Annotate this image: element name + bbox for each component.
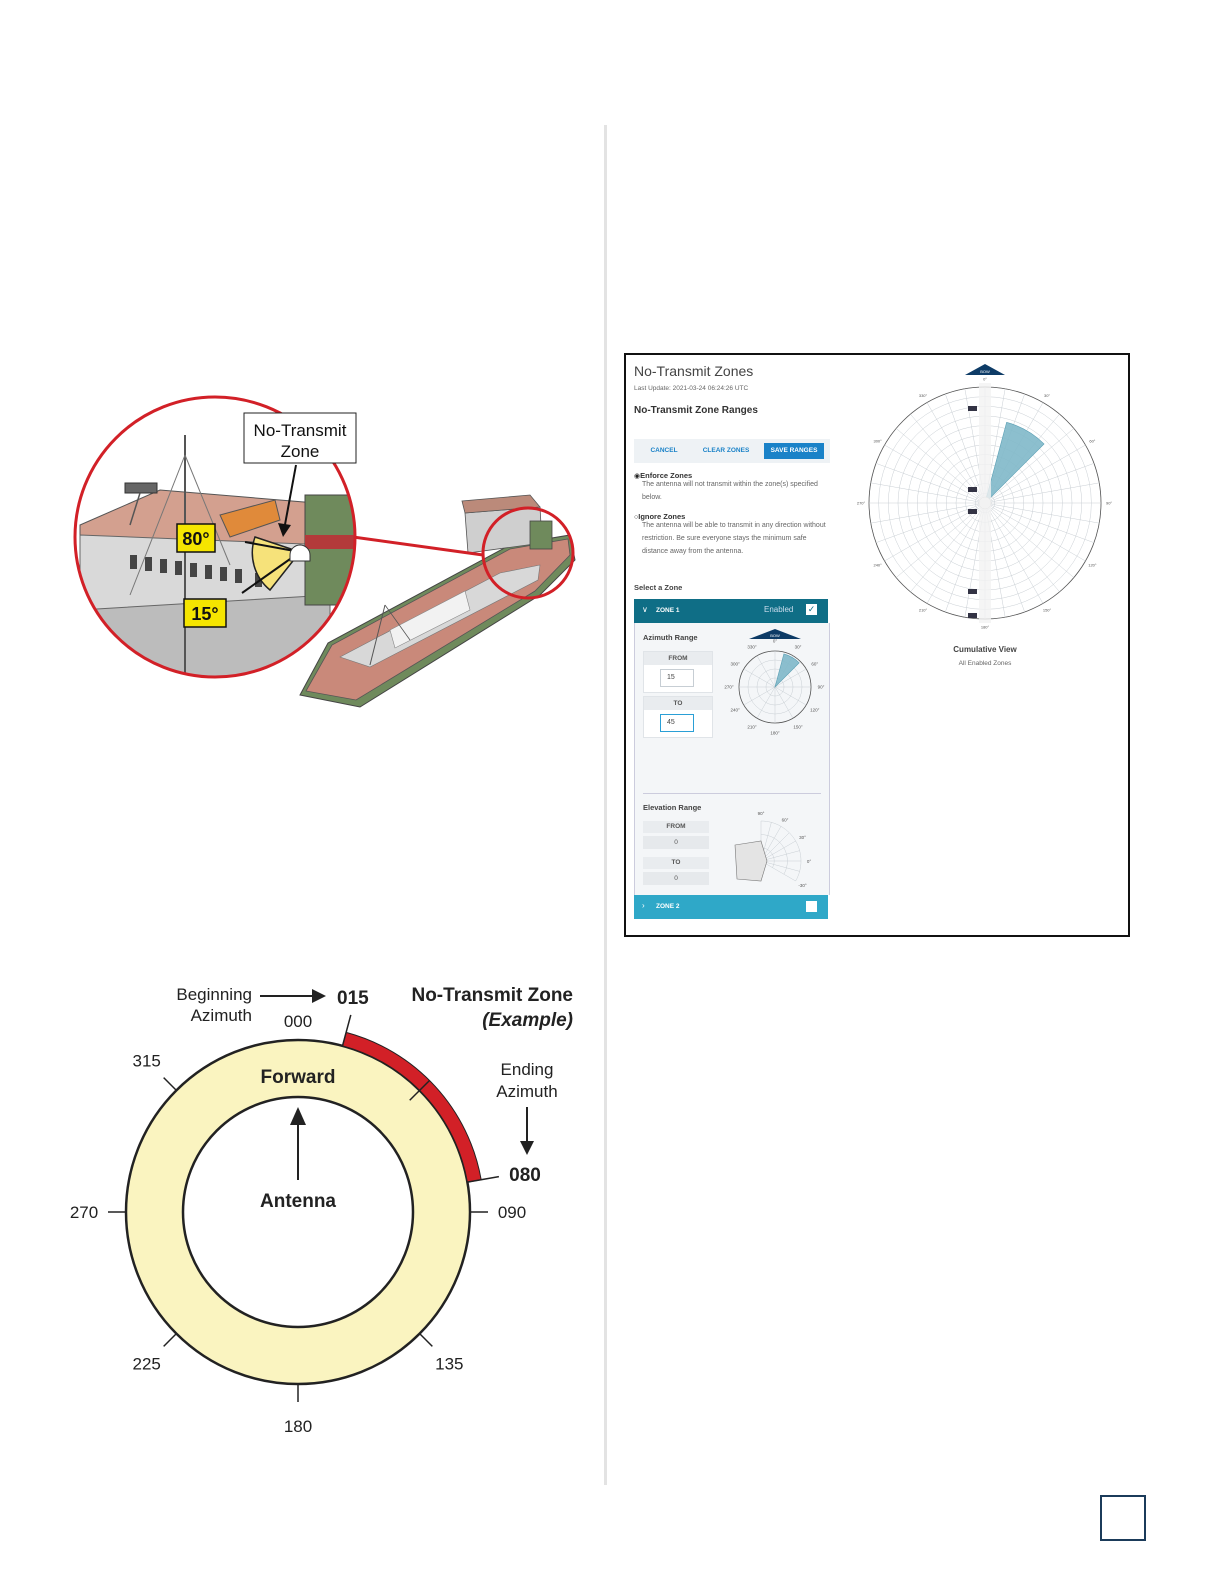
cum-tick-label: 180° bbox=[980, 624, 990, 630]
ending-label-line2: Azimuth bbox=[496, 1082, 558, 1101]
az-from-label: FROM bbox=[644, 652, 712, 665]
zone-divider bbox=[643, 793, 821, 794]
z1-az-spoke bbox=[775, 687, 793, 718]
cum-tick-label: 330° bbox=[918, 392, 928, 398]
beginning-value: 015 bbox=[337, 988, 369, 1009]
ship-illustration bbox=[70, 395, 590, 725]
azimuth-range-label: Azimuth Range bbox=[643, 633, 698, 642]
cancel-button[interactable]: CANCEL bbox=[650, 447, 678, 454]
zone2-header[interactable] bbox=[634, 895, 828, 919]
el-from-group bbox=[643, 821, 709, 849]
compass-tick-label: 270 bbox=[69, 1203, 99, 1222]
compass-tick-label: 135 bbox=[435, 1354, 464, 1374]
cum-tick-label: 90° bbox=[1105, 500, 1113, 506]
cum-tick-label: 30° bbox=[1043, 392, 1051, 398]
z1-az-tick-label: 120° bbox=[810, 707, 820, 713]
el-tick-label: 90° bbox=[757, 811, 765, 816]
beginning-label-line1: Beginning bbox=[176, 985, 252, 1004]
beginning-label-line2: Azimuth bbox=[190, 1006, 252, 1025]
antenna-dome-icon bbox=[735, 841, 767, 881]
el-from-input[interactable]: 0 bbox=[643, 836, 709, 849]
callout-line1: No-Transmit bbox=[253, 421, 347, 440]
cum-tick-label: 240° bbox=[873, 562, 882, 568]
cumulative-title: Cumulative View bbox=[953, 645, 1017, 654]
z1-az-tick-label: 150° bbox=[793, 724, 803, 730]
zone2-enabled-checkbox[interactable] bbox=[806, 901, 817, 912]
az-to-input[interactable]: 45 bbox=[660, 714, 694, 732]
compass-tick bbox=[164, 1334, 177, 1347]
angle-15-label: 15° bbox=[191, 604, 219, 624]
el-tick-label: -30° bbox=[798, 883, 807, 888]
el-tick-label: 30° bbox=[799, 835, 806, 840]
elevation-range-label: Elevation Range bbox=[643, 803, 702, 812]
el-from-label: FROM bbox=[643, 821, 709, 833]
chevron-down-icon: ∨ bbox=[642, 605, 648, 614]
z1-az-spoke bbox=[757, 687, 775, 718]
cum-tick-label: 300° bbox=[873, 438, 882, 444]
cum-scale-marker bbox=[968, 406, 977, 411]
az-to-group bbox=[643, 696, 713, 738]
forward-label: Forward bbox=[260, 1067, 336, 1088]
el-to-group bbox=[643, 857, 709, 885]
radio-unchecked-icon[interactable]: ○ bbox=[634, 514, 639, 521]
az-from-input[interactable]: 15 bbox=[660, 669, 694, 687]
antenna-label: Antenna bbox=[260, 1191, 336, 1212]
clear-zones-button[interactable]: CLEAR ZONES bbox=[702, 447, 750, 454]
z1-az-tick-label: 330° bbox=[747, 644, 757, 650]
el-tick-label: 60° bbox=[781, 817, 789, 823]
cum-scale-marker bbox=[968, 589, 977, 594]
compass-tick-label: 090 bbox=[497, 1203, 527, 1222]
z1-az-zone-wedge bbox=[775, 654, 799, 687]
enforce-label: Enforce Zones bbox=[640, 471, 693, 480]
cumulative-subtitle: All Enabled Zones bbox=[958, 660, 1012, 667]
z1-az-tick-label: 90° bbox=[817, 684, 825, 690]
chevron-right-icon: › bbox=[642, 901, 645, 910]
elevation-chart bbox=[735, 809, 825, 893]
cum-scale-marker bbox=[968, 509, 977, 514]
ignore-desc: The antenna will be able to transmit in any direction without restriction. Be sure everyone stays the minimum safe distance away from the antenna. bbox=[642, 522, 826, 555]
compass-tick-label: 315 bbox=[132, 1051, 161, 1071]
select-zone-label: Select a Zone bbox=[634, 583, 683, 592]
zone-example: (Example) bbox=[482, 1010, 573, 1031]
bow-label: BOW bbox=[770, 633, 780, 638]
z1-az-tick-label: 240° bbox=[730, 707, 740, 713]
save-ranges-button[interactable]: SAVE RANGES bbox=[764, 443, 824, 459]
callout-line2: Zone bbox=[280, 442, 320, 461]
column-divider bbox=[604, 125, 607, 1485]
cum-zone-wedge bbox=[985, 422, 1044, 503]
ending-label-line1: Ending bbox=[500, 1060, 554, 1079]
no-transmit-zones-panel bbox=[624, 353, 1130, 937]
z1-az-tick-label: 210° bbox=[747, 724, 757, 730]
panel-title: No-Transmit Zones bbox=[634, 363, 754, 379]
z1-az-tick-label: 30° bbox=[794, 644, 802, 650]
z1-az-tick-label: 0° bbox=[772, 638, 778, 644]
cumulative-polar-chart bbox=[856, 361, 1113, 631]
cum-scale-marker bbox=[968, 613, 977, 618]
z1-az-tick-label: 180° bbox=[770, 730, 780, 736]
el-to-label: TO bbox=[643, 857, 709, 869]
section-title: No-Transmit Zone Ranges bbox=[634, 405, 758, 416]
zone-title: No-Transmit Zone bbox=[411, 985, 573, 1006]
compass-tick bbox=[164, 1078, 177, 1091]
compass-tick-label: 000 bbox=[283, 1012, 313, 1031]
el-to-input[interactable]: 0 bbox=[643, 872, 709, 885]
ending-value: 080 bbox=[509, 1165, 541, 1186]
cum-tick-label: 150° bbox=[1042, 607, 1052, 613]
cum-tick-label: 270° bbox=[856, 500, 866, 506]
cum-tick-label: 210° bbox=[918, 607, 928, 613]
zone1-header[interactable] bbox=[634, 599, 828, 623]
angle-80-label: 80° bbox=[182, 529, 210, 549]
cum-tick-label: 60° bbox=[1089, 438, 1096, 444]
page-number-box bbox=[1100, 1495, 1146, 1541]
z1-az-spoke bbox=[744, 687, 775, 705]
zone1-body bbox=[634, 623, 830, 895]
compass-tick-label: 180 bbox=[283, 1417, 313, 1436]
cum-scale-marker bbox=[968, 487, 977, 492]
zone1-enabled-label: Enabled bbox=[764, 605, 794, 614]
el-tick-label: 0° bbox=[806, 859, 812, 864]
zoom-connector bbox=[353, 537, 483, 555]
cum-scale-column bbox=[979, 383, 991, 623]
z1-az-tick-label: 300° bbox=[730, 661, 740, 667]
last-update: Last Update: 2021-03-24 06:24:26 UTC bbox=[634, 385, 749, 392]
az-to-label: TO bbox=[644, 697, 712, 710]
z1-az-spoke bbox=[775, 687, 806, 705]
cum-tick-label: 120° bbox=[1088, 562, 1097, 568]
cum-tick-label: 0° bbox=[983, 376, 987, 382]
compass-tick bbox=[420, 1334, 433, 1347]
z1-az-spoke bbox=[757, 656, 775, 687]
zone1-name: ZONE 1 bbox=[656, 607, 680, 614]
zone1-azimuth-chart bbox=[715, 623, 827, 751]
z1-az-tick-label: 60° bbox=[811, 661, 819, 667]
action-bar bbox=[634, 439, 830, 463]
z1-az-spoke bbox=[744, 669, 775, 687]
azimuth-compass-diagram bbox=[60, 975, 590, 1435]
az-from-group bbox=[643, 651, 713, 693]
zone1-enabled-checkbox[interactable]: ✓ bbox=[807, 604, 816, 614]
cumulative-bow-label: BOW bbox=[980, 369, 990, 374]
zone2-name: ZONE 2 bbox=[656, 903, 680, 910]
compass-tick-label: 225 bbox=[132, 1354, 161, 1374]
ignore-label: Ignore Zones bbox=[638, 512, 686, 521]
radio-checked-icon[interactable]: ◉ bbox=[634, 473, 641, 480]
enforce-desc: The antenna will not transmit within the zone(s) specified below. bbox=[642, 481, 818, 501]
z1-az-tick-label: 270° bbox=[724, 684, 734, 690]
